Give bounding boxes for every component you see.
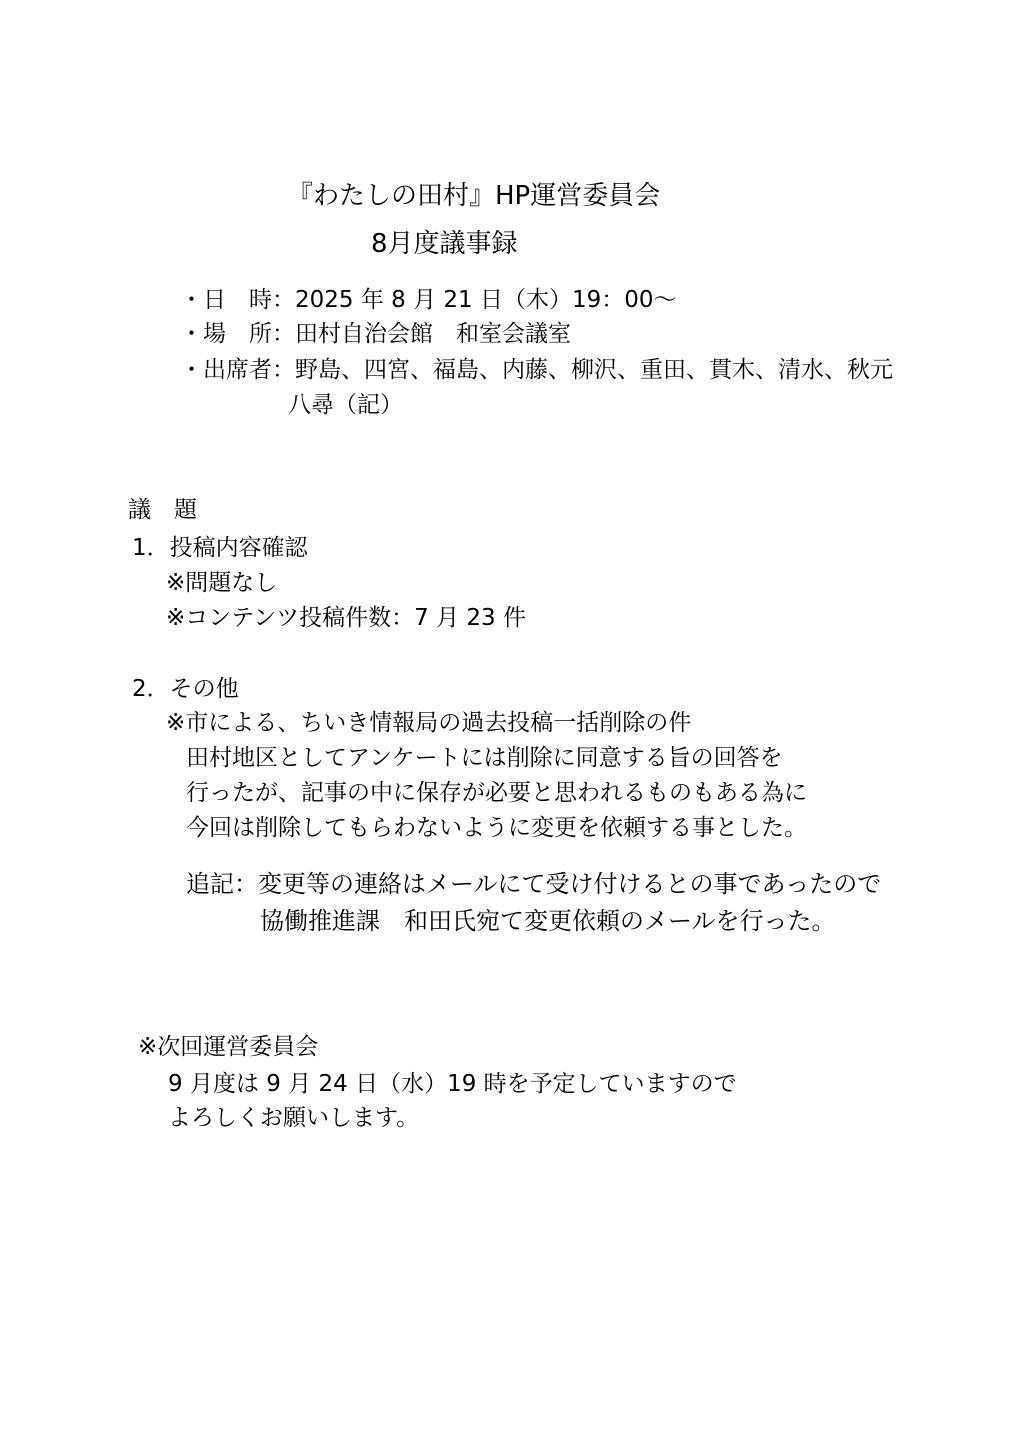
next-meeting-line: 9 月度は 9 月 24 日（水）19 時を予定していますので xyxy=(168,1071,737,1097)
agenda-item-2-line: 行ったが、記事の中に保存が必要と思われるものもある為に xyxy=(186,780,807,806)
meeting-place: ・場 所：田村自治会館 和室会議室 xyxy=(180,321,571,347)
next-meeting-heading: ※次回運営委員会 xyxy=(138,1034,319,1060)
agenda-item-2-line: 今回は削除してもらわないように変更を依頼する事とした。 xyxy=(186,815,807,841)
agenda-heading: 議 題 xyxy=(128,497,197,523)
meeting-recorder: 八尋（記） xyxy=(288,392,403,418)
next-meeting-line: よろしくお願いします。 xyxy=(168,1105,420,1131)
agenda-item-2-title: 2．その他 xyxy=(132,676,239,702)
addendum-line: 追記：変更等の連絡はメールにて受け付けるとの事であったので xyxy=(186,870,882,898)
agenda-item-2-line: ※市による、ちいき情報局の過去投稿一括削除の件 xyxy=(166,710,692,736)
meeting-datetime: ・日 時：2025 年 8 月 21 日（木）19：00～ xyxy=(180,287,677,313)
agenda-item-1-title: 1．投稿内容確認 xyxy=(132,535,308,561)
agenda-item-1-note: ※コンテンツ投稿件数：7 月 23 件 xyxy=(166,605,526,631)
addendum-line: 協働推進課 和田氏宛て変更依頼のメールを行った。 xyxy=(260,907,836,935)
document-subtitle: 8月度議事録 xyxy=(371,229,518,259)
agenda-item-2-line: 田村地区としてアンケートには削除に同意する旨の回答を xyxy=(186,745,783,771)
document-title: 『わたしの田村』HP運営委員会 xyxy=(287,181,661,211)
meeting-attendees: ・出席者：野島、四宮、福島、内藤、柳沢、重田、貫木、清水、秋元 xyxy=(180,357,893,383)
agenda-item-1-note: ※問題なし xyxy=(166,570,278,596)
